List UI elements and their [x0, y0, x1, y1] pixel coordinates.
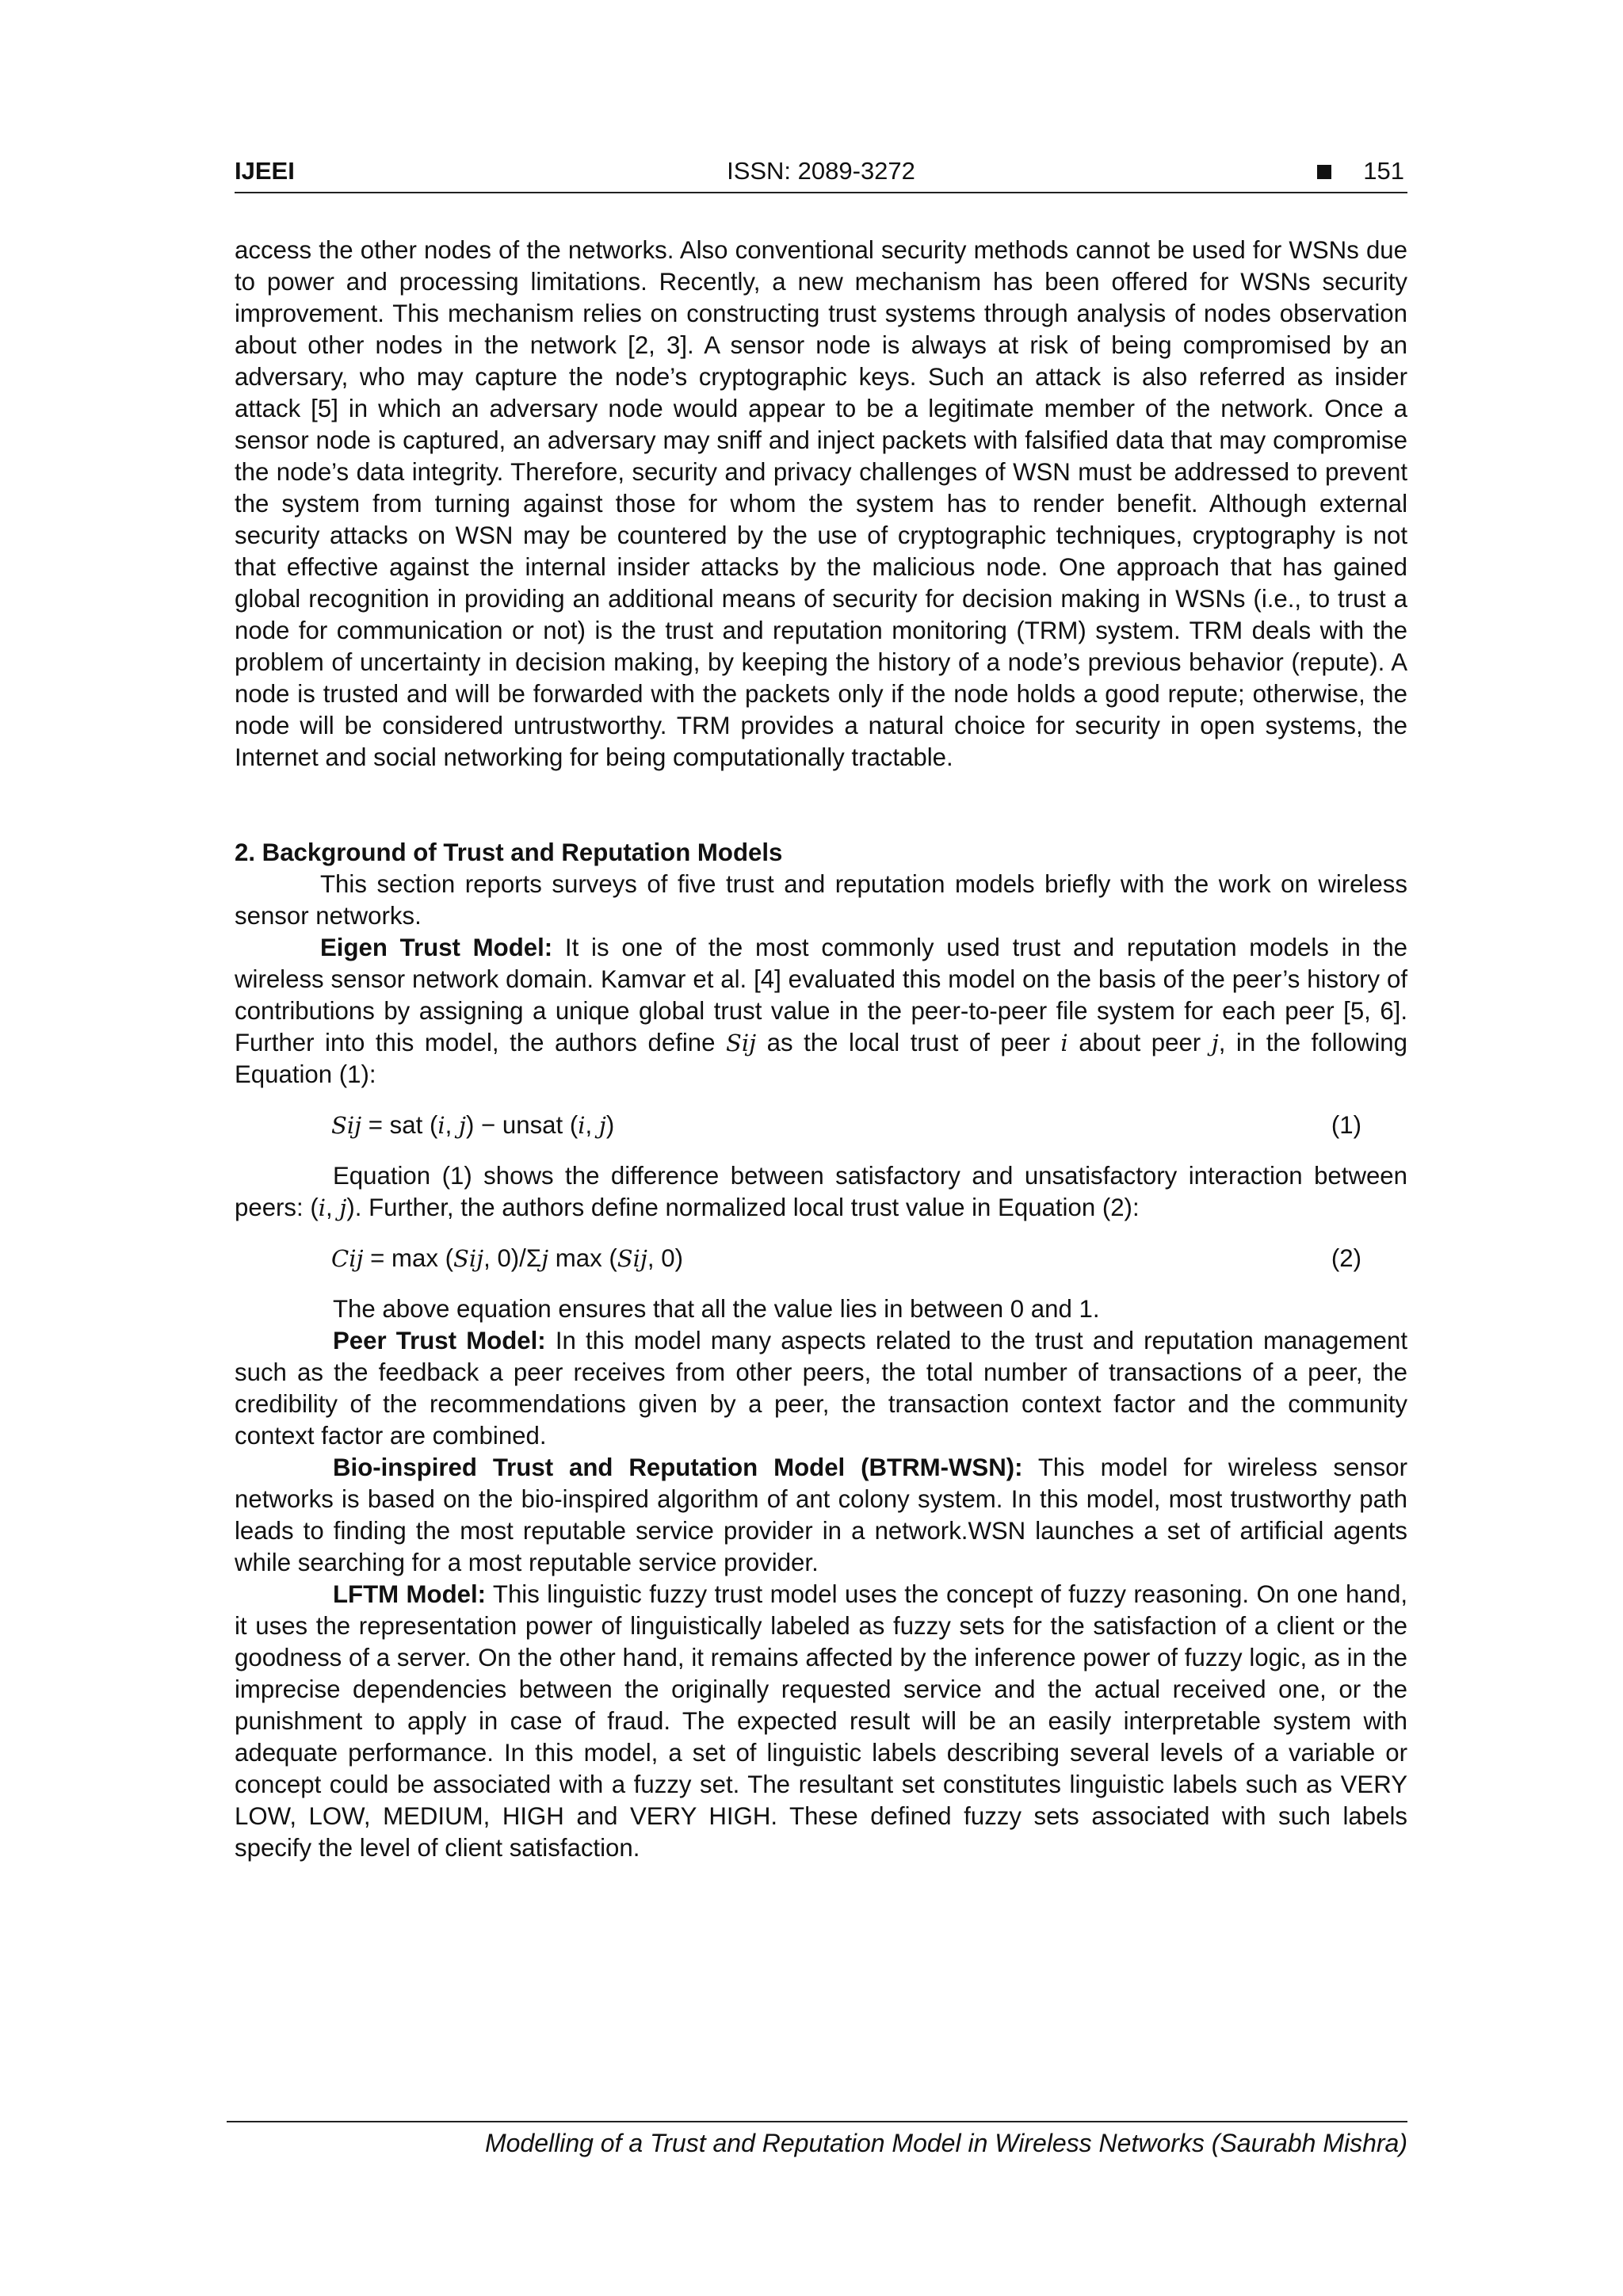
eq2-lhs: Cij — [331, 1245, 364, 1272]
eq2-var-sij2: Sij — [617, 1245, 647, 1272]
eq1-explanation — [235, 1160, 1407, 1224]
eq2-text-d: , 0) — [647, 1244, 683, 1272]
eigen-text-a: It is one of the most commonly used trust and reputation models in the wireless sensor network domain. Kamvar et al. [4] evaluated this model on the basis of the peer’s history of contributions by assigning a unique global trust value in the peer-to-peer file system for each peer [5, 6]. Further into this model, the authors define — [235, 934, 1408, 1056]
page-number: 151 — [1363, 157, 1404, 185]
lftm-text: This linguistic fuzzy trust model uses the concept of fuzzy reasoning. On one hand, it uses the representation power of linguistically labeled as fuzzy sets for the satisfaction of a client or the goodness of a server. On the other hand, it remains affected by the inference power of fuzzy logic, as in the imprecise dependencies between the originally requested service and the actual received one, or the punishment to apply in case of fraud. The expected result will be an easily interpretable system with adequate performance. In this model, a set of linguistic labels describing several levels of a variable or concept could be associated with a fuzzy set. The resultant set constitutes linguistic labels such as VERY LOW, LOW, MEDIUM, HIGH and VERY HIGH. These defined fuzzy sets associated with such labels specify the level of client satisfaction. — [235, 1580, 1407, 1862]
eq2-text-a: = max ( — [363, 1244, 453, 1272]
equation-2 — [235, 1243, 1407, 1274]
eq2-var-j: j — [541, 1245, 549, 1272]
eq1-explain-var-j: j — [339, 1194, 347, 1221]
eq1-text-b: ) − unsat ( — [465, 1111, 579, 1139]
section-intro: This section reports surveys of five trust and reputation models briefly with the work on wireless sensor networks. — [235, 870, 1407, 930]
eigen-trust-lead: Eigen Trust Model: — [320, 934, 553, 961]
btrm-text: This model for wireless sensor networks is based on the bio-inspired algorithm of ant colony system. In this model, most trustworthy path leads to finding the most reputable service provider in a network.WSN launches a set of artificial agents while searching for a most reputable service provider. — [235, 1454, 1407, 1576]
page-header — [235, 154, 1407, 193]
page-footer — [227, 2121, 1407, 2158]
eigen-text-c: about peer — [1067, 1029, 1212, 1056]
eq2-text-b: , 0)/Σ — [483, 1244, 542, 1272]
eq1-var-i2: i — [578, 1112, 586, 1139]
var-i: i — [1060, 1030, 1068, 1056]
btrm-paragraph — [235, 1452, 1407, 1579]
eq1-explain-a: Equation (1) shows the difference between satisfactory and unsatisfactory interaction between peers: ( — [235, 1162, 1407, 1221]
eigen-text-d: , in the following Equation (1): — [235, 1029, 1407, 1088]
article-body — [235, 235, 1407, 1864]
equation-1 — [235, 1110, 1407, 1141]
peer-trust-paragraph — [235, 1325, 1407, 1452]
eq2-var-sij: Sij — [453, 1245, 484, 1272]
running-title: Modelling of a Trust and Reputation Model in Wireless Networks (Saurabh Mishra) — [484, 2129, 1407, 2157]
square-bullet-icon — [1317, 165, 1331, 179]
lftm-lead: LFTM Model: — [333, 1580, 487, 1608]
var-sij: Sij — [726, 1030, 757, 1056]
lftm-paragraph — [235, 1579, 1407, 1864]
eq1-text-a: = sat ( — [361, 1111, 438, 1139]
eq1-comma2: , — [585, 1111, 599, 1139]
peer-trust-lead: Peer Trust Model: — [333, 1327, 546, 1354]
eq1-explain-b: ). Further, the authors define normalized local trust value in Equation (2): — [346, 1194, 1140, 1221]
equation-number-2: (2) — [1331, 1244, 1361, 1272]
eq2-text-c: max ( — [548, 1244, 617, 1272]
eq1-var-j: j — [458, 1112, 466, 1139]
eigen-trust-paragraph — [235, 932, 1407, 1091]
eq1-lhs: Sij — [331, 1112, 362, 1139]
eq1-comma: , — [445, 1111, 459, 1139]
eq1-explain-var-i: i — [318, 1194, 327, 1221]
intro-paragraph: access the other nodes of the networks. Also conventional security methods cannot be used for WSNs due to power and processing limitations. Recently, a new mechanism has been offered for WSNs security improvement. This mechanism relies on constructing trust systems through analysis of nodes observation about other nodes in the network [2, 3]. A sensor node is always at risk of being compromised by an adversary, who may capture the node’s cryptographic keys. Such an attack is also referred as insider attack [5] in which an adversary node would appear to be a legitimate member of the network. Once a sensor node is captured, an adversary may sniff and inject packets with falsified data that may compromise the node’s data integrity. Therefore, security and privacy challenges of WSN must be addressed to prevent the system from turning against those for whom the system has to render benefit. Although external security attacks on WSN may be countered by the use of cryptographic techniques, cryptography is not that effective against the internal insider attacks by the malicious node. One approach that has gained global recognition in providing an additional means of security for decision making in WSNs (i.e., to trust a node for communication or not) is the trust and reputation monitoring (TRM) system. TRM deals with the problem of uncertainty in decision making, by keeping the history of a node’s previous behavior (repute). A node is trusted and will be forwarded with the packets only if the node holds a good repute; otherwise, the node will be considered untrustworthy. TRM provides a natural choice for security in open systems, the Internet and social networking for being computationally tractable. — [235, 236, 1407, 771]
equation-number-1: (1) — [1331, 1111, 1361, 1139]
journal-name: IJEEI — [235, 157, 295, 185]
eq1-var-j2: j — [598, 1112, 606, 1139]
eq1-var-i: i — [437, 1112, 445, 1139]
section-heading: 2. Background of Trust and Reputation Models — [235, 839, 783, 866]
var-j: j — [1211, 1030, 1219, 1056]
eq1-explain-comma: , — [326, 1194, 340, 1221]
issn: ISSN: 2089-3272 — [727, 157, 915, 185]
btrm-lead: Bio-inspired Trust and Reputation Model (BTRM-WSN): — [333, 1454, 1023, 1481]
eq1-text-c: ) — [605, 1111, 615, 1139]
peer-trust-text: In this model many aspects related to the trust and reputation management such as the feedback a peer receives from other peers, the total number of transactions of a peer, the credibility of the recommendations given by a peer, the transaction context factor and the community context factor are combined. — [235, 1327, 1407, 1450]
eq2-explanation: The above equation ensures that all the value lies in between 0 and 1. — [333, 1295, 1100, 1323]
eigen-text-b: as the local trust of peer — [756, 1029, 1061, 1056]
